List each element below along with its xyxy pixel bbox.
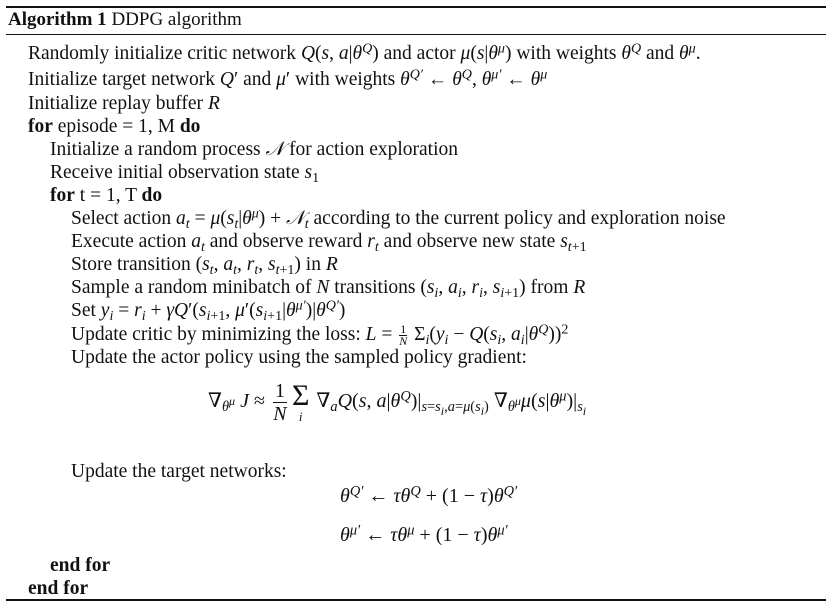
line-update-targets: Update the target networks: [71,461,287,482]
line-sample-minibatch: Sample a random minibatch of N transitions ($s_i$, $a_i$, $r_i$, $s_{i+1}$) from R [71,277,586,301]
line-store-transition: Store transition ($s_t$, $a_t$, $r_t$, $s_{t+1}$) in R [71,254,338,278]
line-select-action: Select action $a_t = \mu(s_t|\theta^\mu)$ + 𝒩$_t$ according to the current policy and exploration noise [71,205,726,232]
line-execute-action: Execute action $a_t$ and observe reward $r_t$ and observe new state $s_{t+1}$ [71,231,587,255]
keyword-for: for [50,185,75,206]
episode-range: episode = 1, M [57,116,175,137]
line-for-episode [28,116,200,138]
keyword-for: for [28,116,53,137]
line-update-critic: Update critic by minimizing the loss: L = $\frac{1}{N}$ $\Sigma_i(y_i - Q(s_i$, $a_i|\theta^Q))^2$ [71,321,569,349]
algorithm-caption [8,9,242,31]
target-critic-update: $\theta^{Q'}$ ← $\tau\theta^Q + (1 - \tau)\theta^{Q'}$ [340,483,518,507]
line-init-target: Initialize target network Q′ and μ′ with weights $\theta^{Q'}$ ← $\theta^Q$, $\theta^{\mu'}$ ← $\theta^\mu$ [28,66,548,90]
line-random-process: Initialize a random process 𝒩 for action exploration [50,139,459,160]
policy-gradient-equation: $\nabla_{\theta^\mu}$ J ≈ $\frac{1}{N}$ Σ i $\nabla_aQ(s$, $a|\theta^Q)|_{s=s_i,a=\mu(s_i)}$ $\nabla_{\theta^\mu}\mu(s|\theta^\mu)|_{s_i}$ [208,378,587,425]
caption-rule [6,34,826,35]
bottom-rule [6,599,826,601]
line-receive-state: Receive initial observation state $s_1$ [50,162,320,186]
line-end-for-outer: end for [28,578,89,599]
line-init-critic-actor: Randomly initialize critic network Q(s, $a|\theta^Q$) and actor $\mu(s|\theta^\mu)$ with weights $\theta^Q$ and $\theta^\mu$. [28,40,701,64]
line-for-t [50,185,162,207]
keyword-do: do [141,185,163,206]
target-actor-update: $\theta^{\mu'}$ ← $\tau\theta^\mu + (1 - \tau)\theta^{\mu'}$ [340,522,508,546]
line-end-for-inner: end for [50,555,111,576]
caption-label: Algorithm 1 [8,9,107,30]
caption-title: DDPG algorithm [111,9,242,30]
keyword-do: do [179,116,201,137]
line-set-target: Set $y_i = r_i + \gamma Q'(s_{i+1}$, $\mu'(s_{i+1}|\theta^{\mu'})|\theta^{Q'}$) [71,297,346,324]
line-init-buffer: Initialize replay buffer R [28,93,220,114]
line-update-actor: Update the actor policy using the sampled policy gradient: [71,347,527,368]
top-rule [6,6,826,8]
t-range: t = 1, T [79,185,137,206]
